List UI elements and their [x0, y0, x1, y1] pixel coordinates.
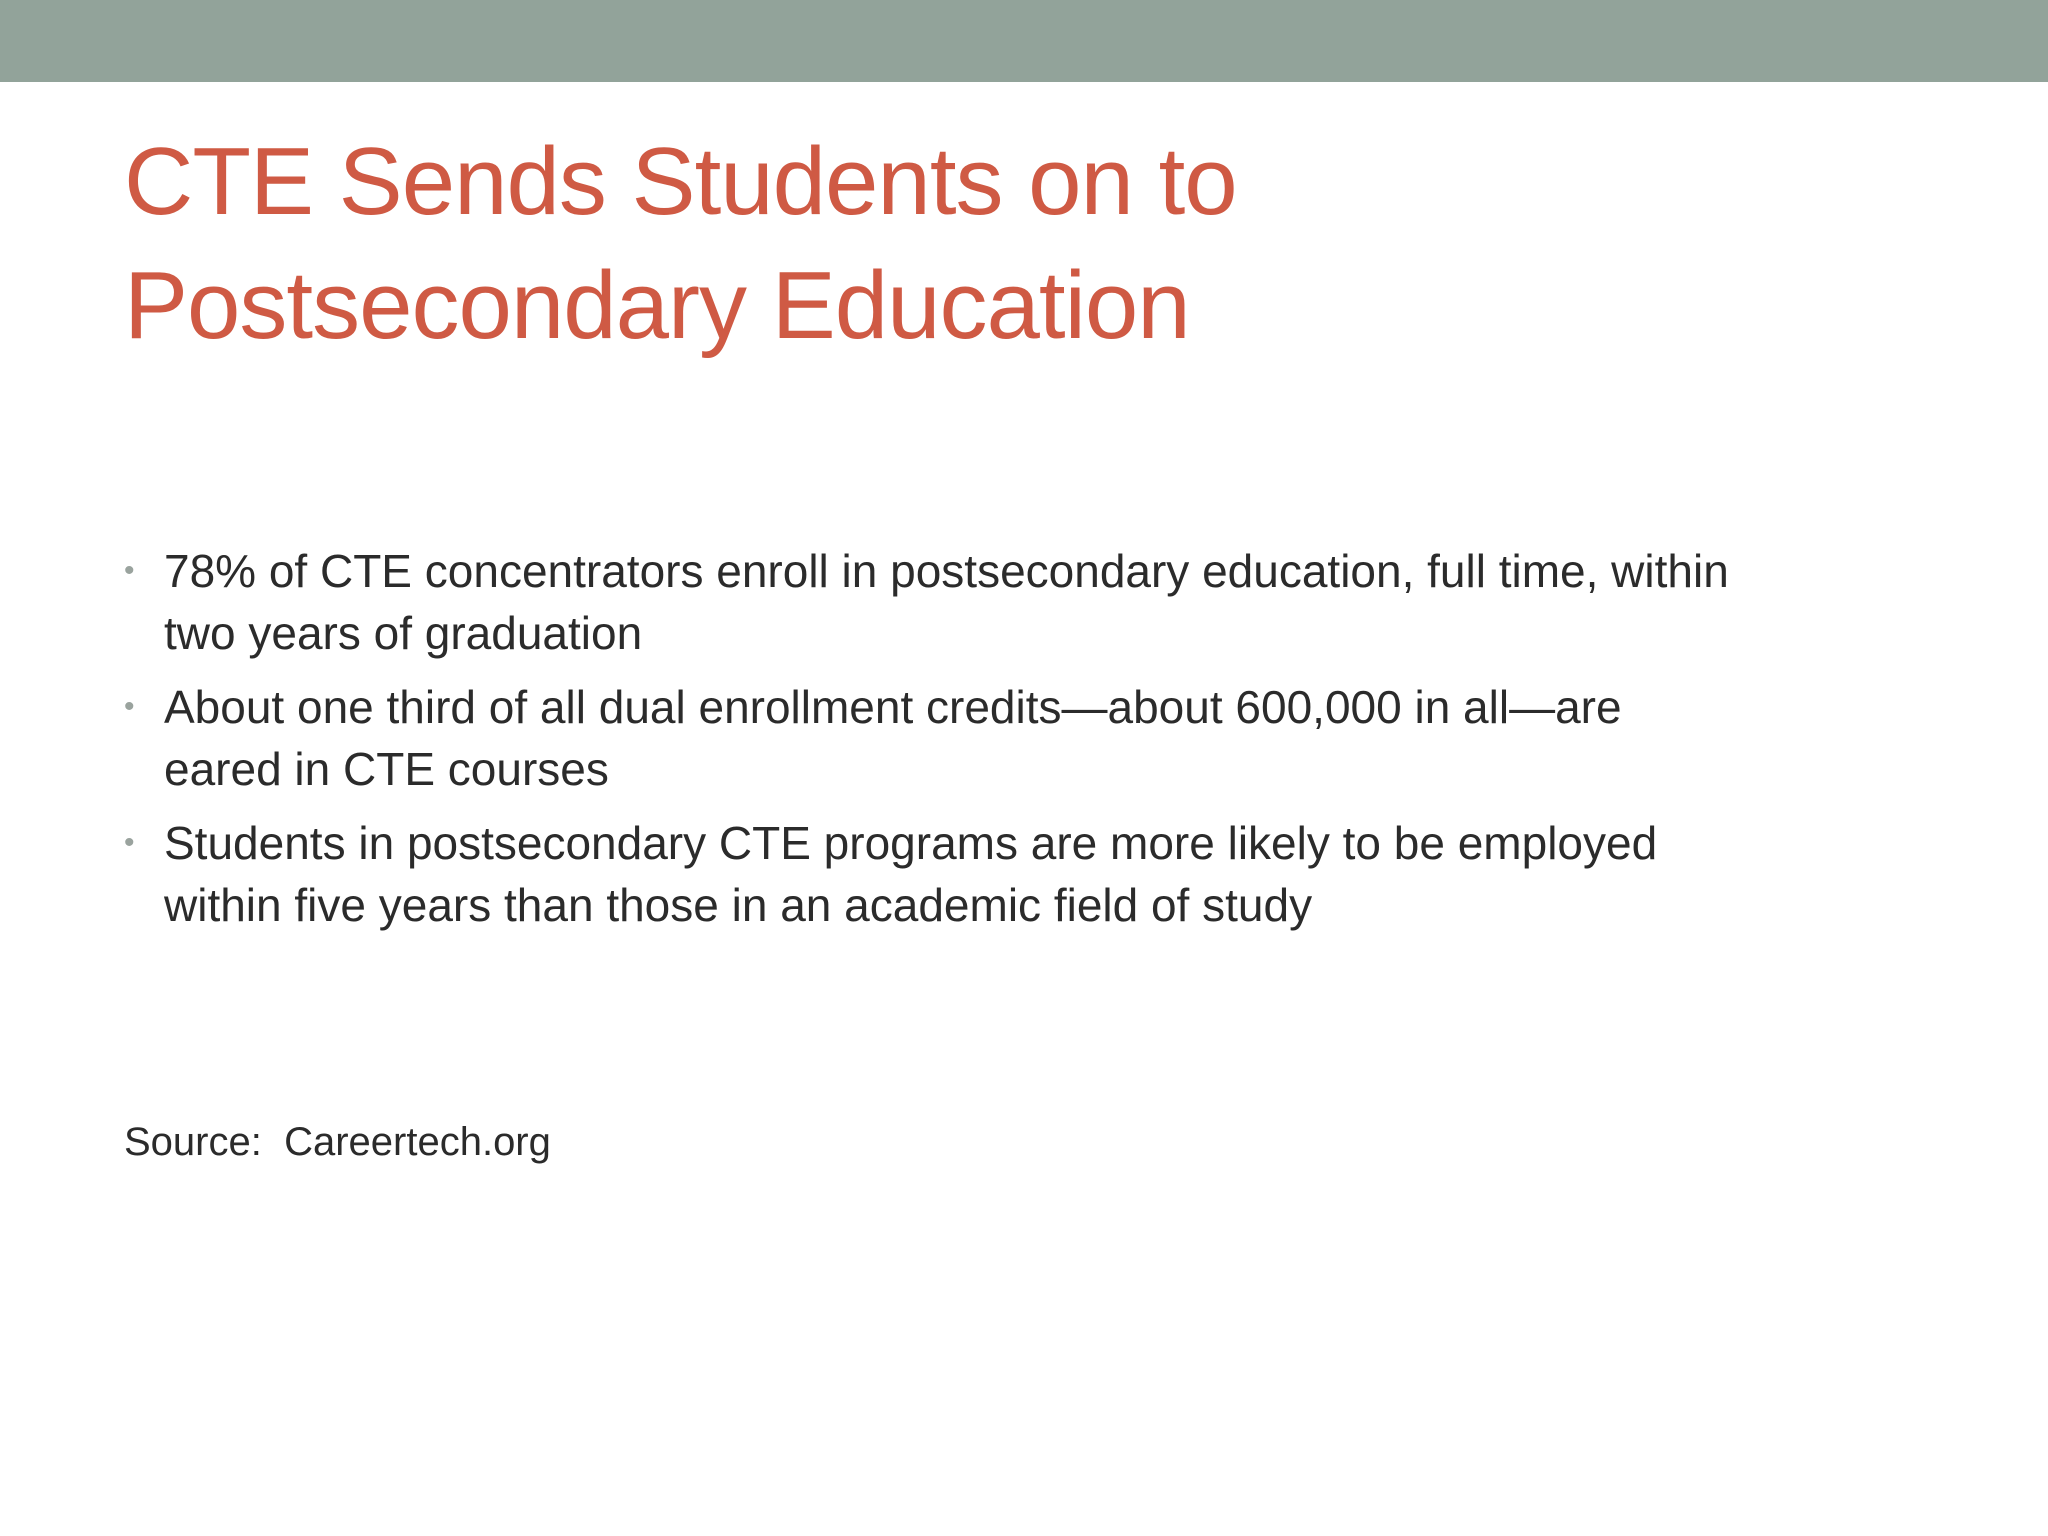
bullet-item: [124, 812, 1924, 936]
slide-title: [124, 120, 1824, 368]
bullet-text-line: Students in postsecondary CTE programs are more likely to be employed: [164, 817, 1658, 869]
source-citation: Source: Careertech.org: [124, 1120, 551, 1164]
bullet-item: [124, 676, 1924, 800]
bullet-text-line: within five years than those in an academic field of study: [164, 879, 1313, 931]
bullet-text-line: 78% of CTE concentrators enroll in postsecondary education, full time, within: [164, 545, 1729, 597]
top-accent-bar: [0, 0, 2048, 82]
bullet-item: [124, 540, 1924, 664]
bullet-dot-icon: •: [124, 826, 135, 859]
bullet-text-line: About one third of all dual enrollment credits—about 600,000 in all—are: [164, 681, 1622, 733]
bullet-dot-icon: •: [124, 690, 135, 723]
bullet-text-line: eared in CTE courses: [164, 743, 609, 795]
bullet-list: [124, 540, 1924, 948]
bullet-text-line: two years of graduation: [164, 607, 643, 659]
slide-title-line: Postsecondary Education: [124, 252, 1190, 359]
bullet-dot-icon: •: [124, 554, 135, 587]
slide-title-line: CTE Sends Students on to: [124, 128, 1237, 235]
